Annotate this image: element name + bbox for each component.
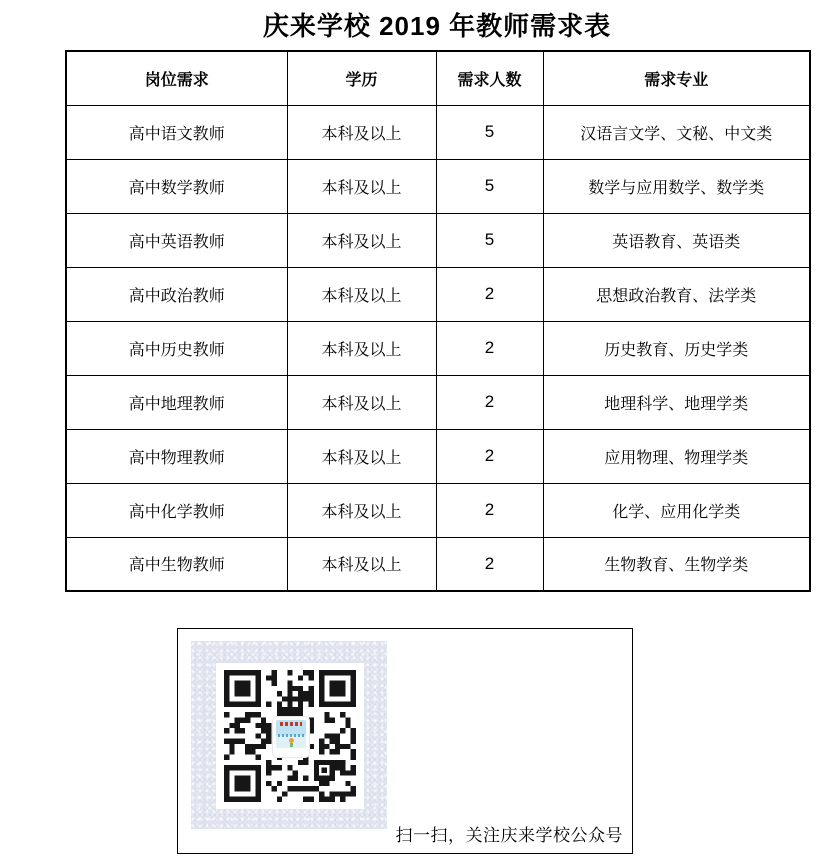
cell-education: 本科及以上 — [287, 429, 436, 483]
cell-education: 本科及以上 — [287, 375, 436, 429]
table-row — [66, 213, 810, 267]
cell-education: 本科及以上 — [287, 213, 436, 267]
cell-count: 2 — [436, 321, 543, 375]
qr-caption: 扫一扫，关注庆来学校公众号 — [395, 826, 623, 845]
cell-count: 5 — [436, 159, 543, 213]
cell-position: 高中历史教师 — [66, 321, 287, 375]
school-logo-icon — [276, 720, 306, 748]
cell-position: 高中生物教师 — [66, 537, 287, 591]
cell-majors: 历史教育、历史学类 — [543, 321, 810, 375]
cell-education: 本科及以上 — [287, 267, 436, 321]
cell-count: 2 — [436, 537, 543, 591]
cell-education: 本科及以上 — [287, 105, 436, 159]
page-title: 庆来学校 2019 年教师需求表 — [262, 11, 612, 41]
header-cell-count: 需求人数 — [436, 51, 543, 105]
cell-count: 2 — [436, 483, 543, 537]
cell-position: 高中地理教师 — [66, 375, 287, 429]
cell-majors: 英语教育、英语类 — [543, 213, 810, 267]
qr-panel — [177, 628, 633, 854]
table-row — [66, 159, 810, 213]
cell-majors: 思想政治教育、法学类 — [543, 267, 810, 321]
qr-quiet-zone — [216, 663, 364, 809]
table-row — [66, 267, 810, 321]
cell-education: 本科及以上 — [287, 159, 436, 213]
cell-education: 本科及以上 — [287, 537, 436, 591]
cell-count: 5 — [436, 105, 543, 159]
teacher-demand-table — [65, 50, 811, 592]
qr-center-logo — [272, 716, 310, 758]
cell-education: 本科及以上 — [287, 321, 436, 375]
cell-count: 2 — [436, 429, 543, 483]
cell-majors: 生物教育、生物学类 — [543, 537, 810, 591]
cell-majors: 应用物理、物理学类 — [543, 429, 810, 483]
cell-count: 2 — [436, 375, 543, 429]
cell-count: 5 — [436, 213, 543, 267]
table-row — [66, 429, 810, 483]
table-row — [66, 321, 810, 375]
table-row — [66, 375, 810, 429]
header-cell-majors: 需求专业 — [543, 51, 810, 105]
qr-image — [191, 641, 387, 829]
cell-majors: 地理科学、地理学类 — [543, 375, 810, 429]
table-row — [66, 537, 810, 591]
cell-majors: 数学与应用数学、数学类 — [543, 159, 810, 213]
cell-position: 高中物理教师 — [66, 429, 287, 483]
cell-position: 高中语文教师 — [66, 105, 287, 159]
cell-count: 2 — [436, 267, 543, 321]
cell-position: 高中政治教师 — [66, 267, 287, 321]
cell-position: 高中化学教师 — [66, 483, 287, 537]
table-row — [66, 105, 810, 159]
cell-majors: 汉语言文学、文秘、中文类 — [543, 105, 810, 159]
header-cell-position: 岗位需求 — [66, 51, 287, 105]
table-header-row — [66, 51, 810, 105]
cell-position: 高中数学教师 — [66, 159, 287, 213]
header-cell-education: 学历 — [287, 51, 436, 105]
cell-position: 高中英语教师 — [66, 213, 287, 267]
table-row — [66, 483, 810, 537]
cell-majors: 化学、应用化学类 — [543, 483, 810, 537]
cell-education: 本科及以上 — [287, 483, 436, 537]
